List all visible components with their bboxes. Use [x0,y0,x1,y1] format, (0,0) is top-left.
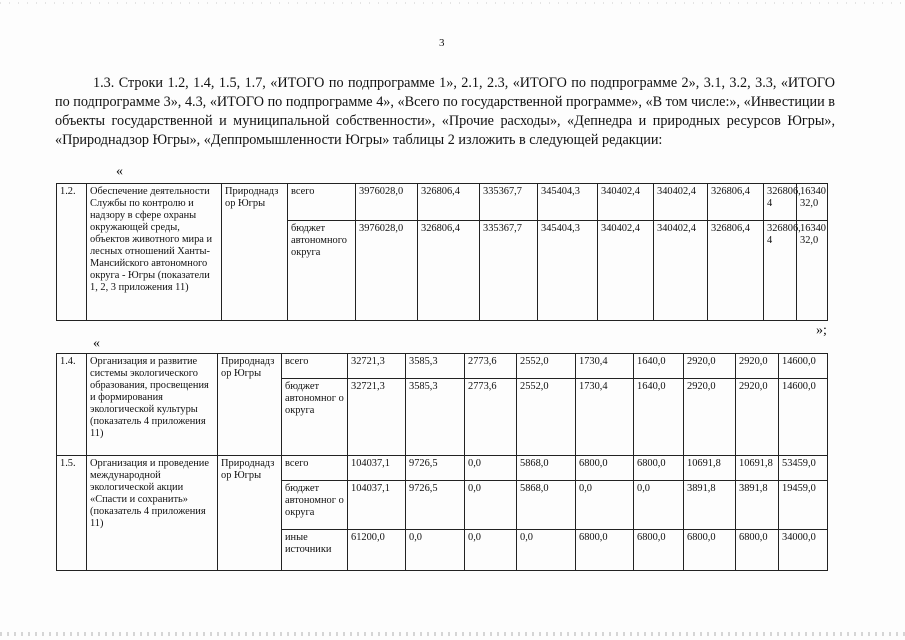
amount-cell: 104037,1 [348,481,406,530]
amount-cell: 2920,0 [684,379,736,456]
amount-cell: 3976028,0 [356,221,418,321]
amount-cell: 340402,4 [654,184,708,221]
amount-cell: 2773,6 [465,354,517,379]
row-number: 1.4. [57,354,87,456]
amount-cell: 345404,3 [538,221,598,321]
funding-source: иные источники [282,530,348,571]
amount-cell: 0,0 [517,530,576,571]
funding-source: бюджет автономног о округа [282,379,348,456]
amount-cell: 14600,0 [779,379,828,456]
amount-cell: 6800,0 [576,456,634,481]
program-table-row-1-2 [56,183,828,321]
amount-cell: 19459,0 [779,481,828,530]
amount-cell: 326806,4 [708,221,764,321]
amount-cell: 1640,0 [634,354,684,379]
measure-name: Организация и развитие системы экологического образования, просвещения и формирования экологической культуры (показатель 4 приложения 11) [87,354,218,456]
amount-cell: 3585,3 [406,379,465,456]
page-number: 3 [439,37,445,49]
amount-cell: 1730,4 [576,354,634,379]
amount-cell: 104037,1 [348,456,406,481]
program-table-rows-1-4-1-5 [56,353,828,571]
funding-source: бюджет автономног о округа [282,481,348,530]
amount-cell: 326806, 4 [764,221,797,321]
amount-cell: 6800,0 [736,530,779,571]
amount-cell: 32721,3 [348,379,406,456]
amendment-paragraph: 1.3. Строки 1.2, 1.4, 1.5, 1.7, «ИТОГО по подпрограмме 1», 2.1, 2.3, «ИТОГО по подпрограмме 2», 3.1, 3.2, 3.3, «ИТОГО по подпрограмме 3», 4.3, «ИТОГО по подпрограмме 4», «Всего по государственной программе», «В том числе:», «Инвестиции в объекты государственной и муниципальной собственности», «Прочие расходы», «Депнедра и природных ресурсов Югры», «Природнадзор Югры», «Деппромышленности Югры» таблицы 2 изложить в следующей редакции: [55,75,835,148]
amount-cell: 0,0 [465,456,517,481]
scan-noise-bottom [0,632,905,636]
amount-cell: 340402,4 [654,221,708,321]
amount-cell: 0,0 [576,481,634,530]
table-row [57,184,828,221]
amount-cell: 3585,3 [406,354,465,379]
amount-cell: 335367,7 [480,184,538,221]
amount-cell: 32721,3 [348,354,406,379]
amount-cell: 0,0 [406,530,465,571]
amount-cell: 2773,6 [465,379,517,456]
amount-cell: 1730,4 [576,379,634,456]
amount-cell: 340402,4 [598,221,654,321]
amount-cell: 335367,7 [480,221,538,321]
amount-cell: 2552,0 [517,379,576,456]
measure-name: Организация и проведение международной экологической акции «Спасти и сохранить» (показатель 4 приложения 11) [87,456,218,571]
amount-cell: 6800,0 [634,530,684,571]
executor: Природнадз ор Югры [218,354,282,456]
table-row [57,354,828,379]
amount-cell: 326806, 4 [764,184,797,221]
amount-cell: 6800,0 [634,456,684,481]
funding-source: бюджет автономного округа [288,221,356,321]
amount-cell: 326806,4 [418,184,480,221]
amount-cell: 16340 32,0 [797,184,828,221]
amount-cell: 6800,0 [576,530,634,571]
row-number: 1.5. [57,456,87,571]
amount-cell: 5868,0 [517,456,576,481]
amount-cell: 3891,8 [736,481,779,530]
amount-cell: 2920,0 [736,354,779,379]
table-row [57,456,828,481]
amount-cell: 0,0 [465,530,517,571]
amount-cell: 340402,4 [598,184,654,221]
amount-cell: 61200,0 [348,530,406,571]
amount-cell: 0,0 [465,481,517,530]
amount-cell: 2552,0 [517,354,576,379]
funding-source: всего [282,354,348,379]
scan-noise-top [0,2,905,4]
amount-cell: 5868,0 [517,481,576,530]
amount-cell: 16340 32,0 [797,221,828,321]
amount-cell: 10691,8 [736,456,779,481]
funding-source: всего [282,456,348,481]
amount-cell: 2920,0 [684,354,736,379]
open-quote-1: « [116,164,123,179]
amount-cell: 0,0 [634,481,684,530]
amount-cell: 3891,8 [684,481,736,530]
measure-name: Обеспечение деятельности Службы по контролю и надзору в сфере охраны окружающей среды, объектов животного мира и лесных отношений Ханты-Мансийского автономного округа - Югры (показатели 1, 2, 3 приложения 11) [87,184,222,321]
amount-cell: 14600,0 [779,354,828,379]
amount-cell: 34000,0 [779,530,828,571]
amount-cell: 53459,0 [779,456,828,481]
open-quote-2: « [93,336,100,351]
amount-cell: 2920,0 [736,379,779,456]
amount-cell: 10691,8 [684,456,736,481]
amount-cell: 326806,4 [708,184,764,221]
funding-source: всего [288,184,356,221]
amount-cell: 1640,0 [634,379,684,456]
row-number: 1.2. [57,184,87,321]
close-quote-1: »; [816,323,827,338]
amount-cell: 345404,3 [538,184,598,221]
amount-cell: 326806,4 [418,221,480,321]
amount-cell: 3976028,0 [356,184,418,221]
amount-cell: 6800,0 [684,530,736,571]
amount-cell: 9726,5 [406,456,465,481]
executor: Природнадз ор Югры [222,184,288,321]
executor: Природнадз ор Югры [218,456,282,571]
amount-cell: 9726,5 [406,481,465,530]
